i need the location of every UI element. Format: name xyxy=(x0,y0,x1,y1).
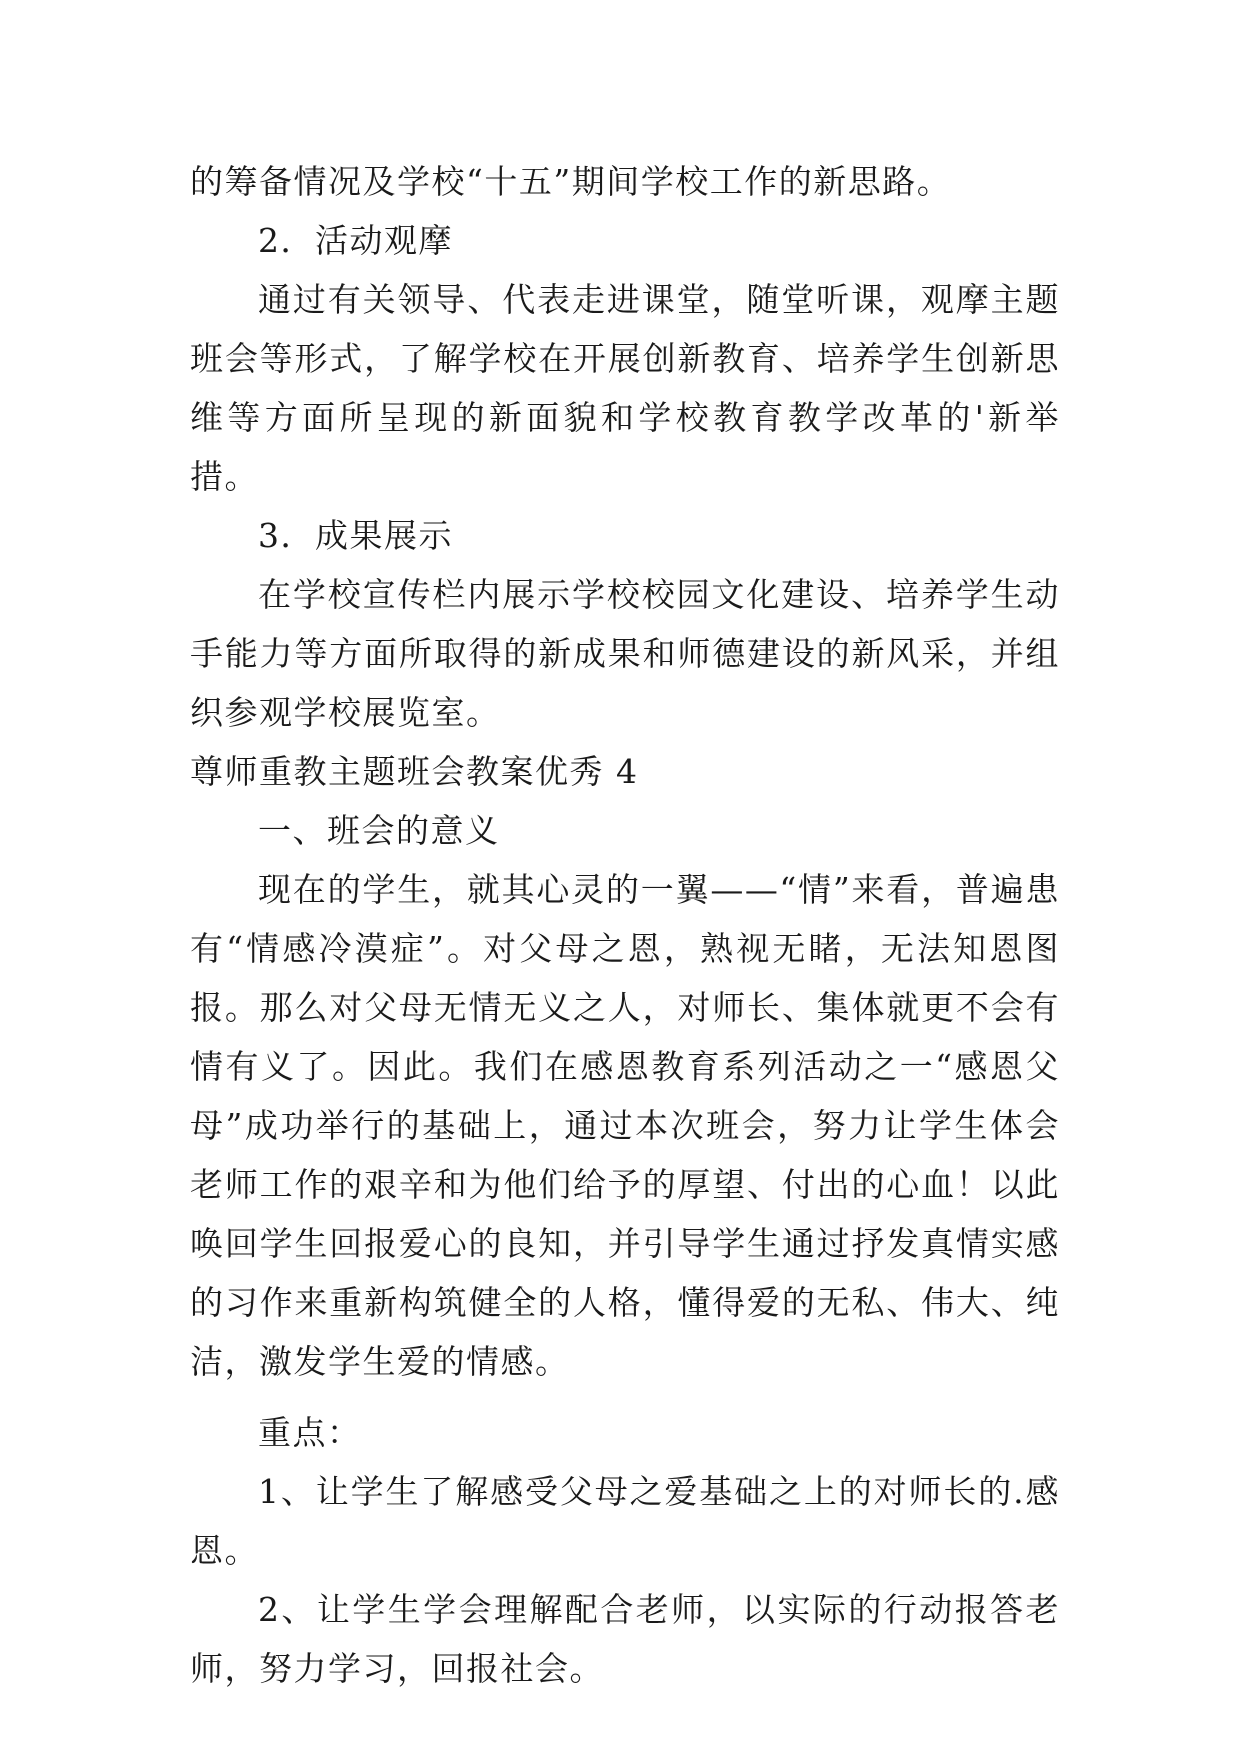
paragraph: 通过有关领导、代表走进课堂，随堂听课，观摩主题班会等形式，了解学校在开展创新教育、培养学生创新思维等方面所呈现的新面貌和学校教育教学改革的'新举措。 xyxy=(190,280,1060,496)
paragraph: 现在的学生，就其心灵的一翼——“情”来看，普遍患有“情感冷漠症”。对父母之恩，熟视无睹，无法知恩图报。那么对父母无情无义之人，对师长、集体就更不会有情有义了。因此。我们在感恩教育系列活动之一“感恩父母”成功举行的基础上，通过本次班会，努力让学生体会老师工作的艰辛和为他们给予的厚望、付出的心血！以此唤回学生回报爱心的良知，并引导学生通过抒发真情实感的习作来重新构筑健全的人格，懂得爱的无私、伟大、纯洁，激发学生爱的情感。 xyxy=(190,870,1060,1381)
list-heading: 2．活动观摩 xyxy=(258,221,453,260)
section-title: 尊师重教主题班会教案优秀 4 xyxy=(190,752,639,791)
subsection-heading: 一、班会的意义 xyxy=(258,811,500,850)
list-item: 2、让学生学会理解配合老师，以实际的行动报答老师，努力学习，回报社会。 xyxy=(190,1590,1060,1688)
paragraph: 在学校宣传栏内展示学校校园文化建设、培养学生动手能力等方面所取得的新成果和师德建设的新风采，并组织参观学校展览室。 xyxy=(190,575,1060,732)
list-item: 1、让学生了解感受父母之爱基础之上的对师长的.感恩。 xyxy=(190,1472,1060,1570)
spacer xyxy=(190,1391,1060,1403)
subsection-heading: 重点： xyxy=(258,1413,362,1452)
paragraph: 的筹备情况及学校“十五”期间学校工作的新思路。 xyxy=(190,162,952,201)
list-heading: 3．成果展示 xyxy=(258,516,453,555)
document-body xyxy=(190,152,1060,1698)
